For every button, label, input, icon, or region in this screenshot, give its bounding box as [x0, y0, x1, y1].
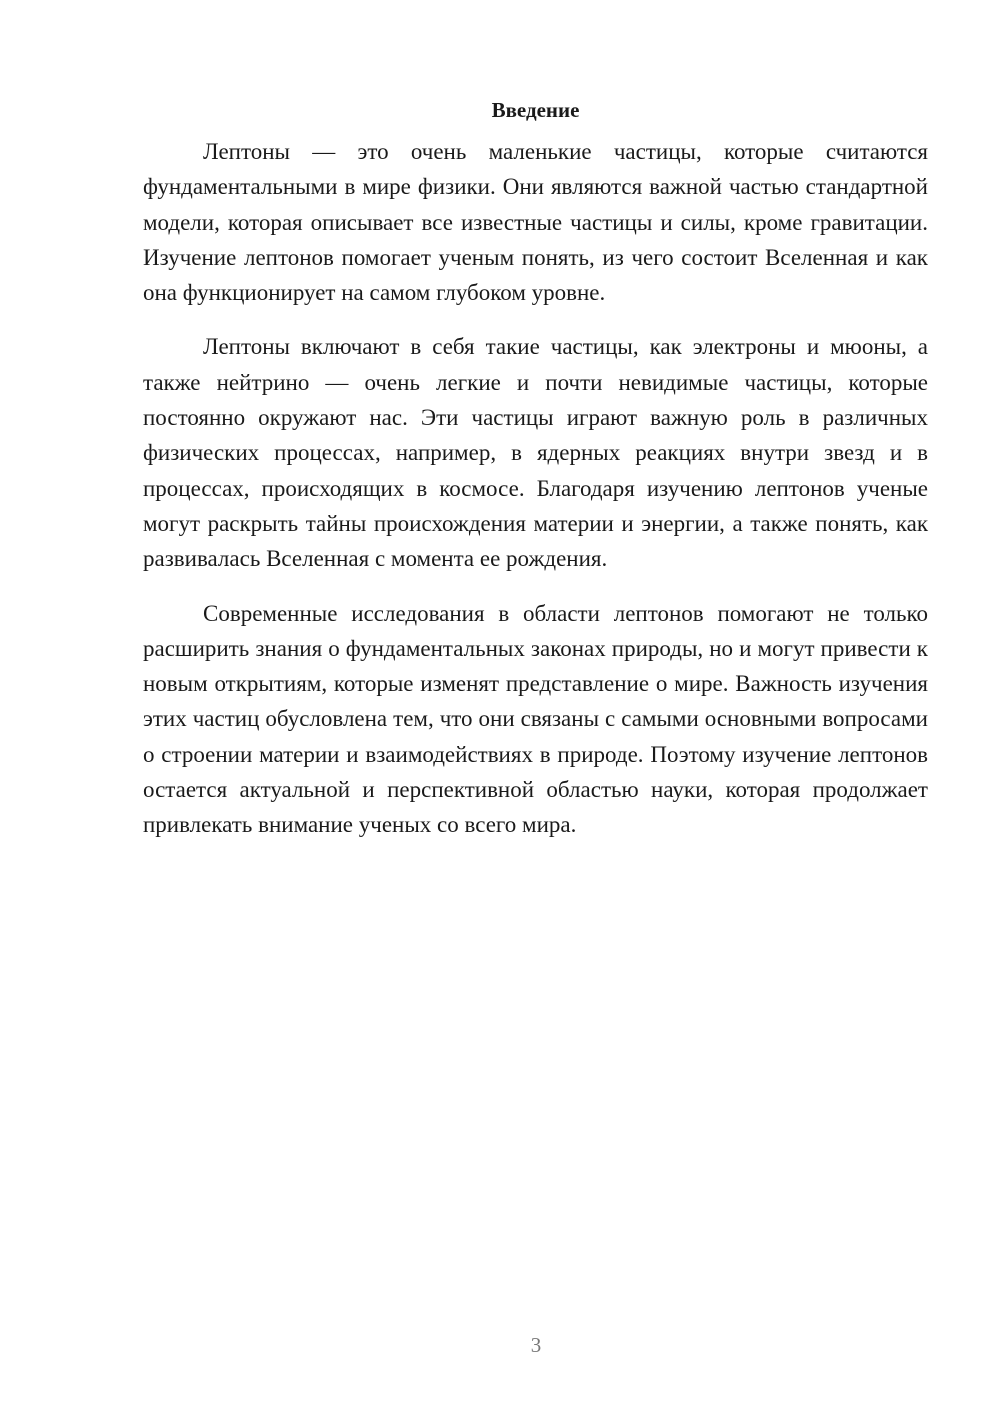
paragraph-1: Лептоны — это очень маленькие частицы, которые считаются фундаментальными в мире физики. Они являются важной частью стандартной модели, которая описывает все известные частицы и силы, кроме гравитации. Изучение лептонов помогает ученым понять, из чего состоит Вселенная и как она функционирует на самом глубоком уровне. — [143, 139, 928, 306]
page-number: 3 — [530, 1333, 542, 1357]
page-content — [143, 93, 928, 862]
paragraph-2: Лептоны включают в себя такие частицы, как электроны и мюоны, а также нейтрино — очень легкие и почти невидимые частицы, которые постоянно окружают нас. Эти частицы играют важную роль в различных физических процессах, например, в ядерных реакциях внутри звезд и в процессах, происходящих в космосе. Благодаря изучению лептонов ученые могут раскрыть тайны происхождения материи и энергии, а также понять, как развивалась Вселенная с момента ее рождения. — [143, 334, 928, 572]
section-heading: Введение — [491, 98, 580, 122]
paragraph-3: Современные исследования в области лептонов помогают не только расширить знания о фундаментальных законах природы, но и могут привести к новым открытиям, которые изменят представление о мире. Важность изучения этих частиц обусловлена тем, что они связаны с самыми основными вопросами о строении материи и взаимодействиях в природе. Поэтому изучение лептонов остается актуальной и перспективной областью науки, которая продолжает привлекать внимание ученых со всего мира. — [143, 600, 928, 838]
